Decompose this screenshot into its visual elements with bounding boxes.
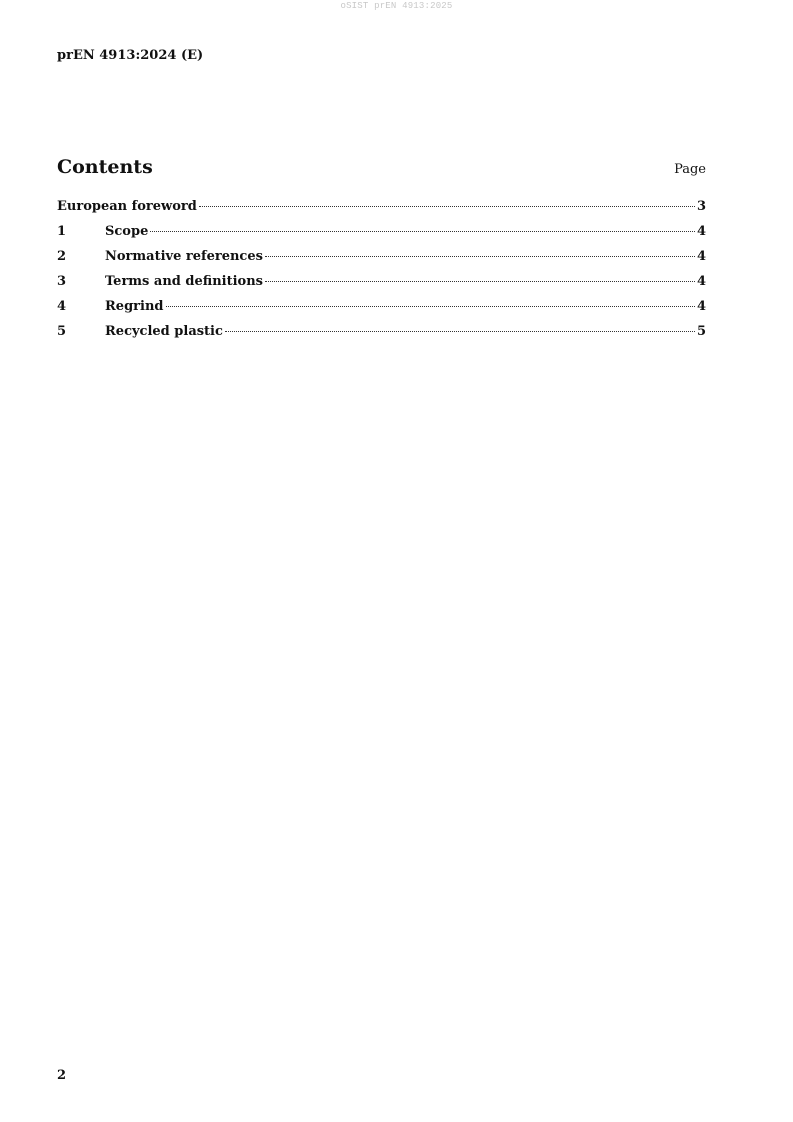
toc-entry-title: Terms and definitions <box>105 274 263 289</box>
page-number: 2 <box>57 1068 67 1083</box>
toc-entry-page: 4 <box>696 299 706 314</box>
toc-entry-number: 3 <box>57 274 67 289</box>
toc-entry-number: 2 <box>57 249 67 264</box>
toc-entry-normative-references[interactable] <box>57 249 706 274</box>
toc-entry-title: Recycled plastic <box>105 324 223 339</box>
document-id: prEN 4913:2024 (E) <box>57 48 204 63</box>
toc-entry-title: Regrind <box>105 299 164 314</box>
contents-heading: Contents <box>57 156 153 178</box>
toc-leader-dots <box>225 331 695 332</box>
toc-entry-title: Scope <box>105 224 149 239</box>
toc-entry-title: European foreword <box>57 199 197 214</box>
toc-entry-page: 4 <box>696 249 706 264</box>
watermark: oSIST prEN 4913:2025 <box>340 1 453 11</box>
toc-entry-terms-and-definitions[interactable] <box>57 274 706 299</box>
toc-entry-foreword[interactable] <box>57 199 706 224</box>
toc-entry-number: 1 <box>57 224 67 239</box>
toc-leader-dots <box>265 256 695 257</box>
toc-entry-page: 5 <box>696 324 706 339</box>
page-column-label: Page <box>674 162 706 177</box>
toc-entry-page: 3 <box>696 199 706 214</box>
toc-entry-recycled-plastic[interactable] <box>57 324 706 349</box>
toc-entry-number: 5 <box>57 324 67 339</box>
toc-leader-dots <box>265 281 695 282</box>
toc-entry-scope[interactable] <box>57 224 706 249</box>
toc-leader-dots <box>166 306 695 307</box>
toc-entry-number: 4 <box>57 299 67 314</box>
toc-entry-regrind[interactable] <box>57 299 706 324</box>
toc-entry-page: 4 <box>696 224 706 239</box>
toc-leader-dots <box>150 231 695 232</box>
toc-leader-dots <box>199 206 695 207</box>
toc-entry-page: 4 <box>696 274 706 289</box>
toc-entry-title: Normative references <box>105 249 263 264</box>
table-of-contents <box>57 199 706 349</box>
